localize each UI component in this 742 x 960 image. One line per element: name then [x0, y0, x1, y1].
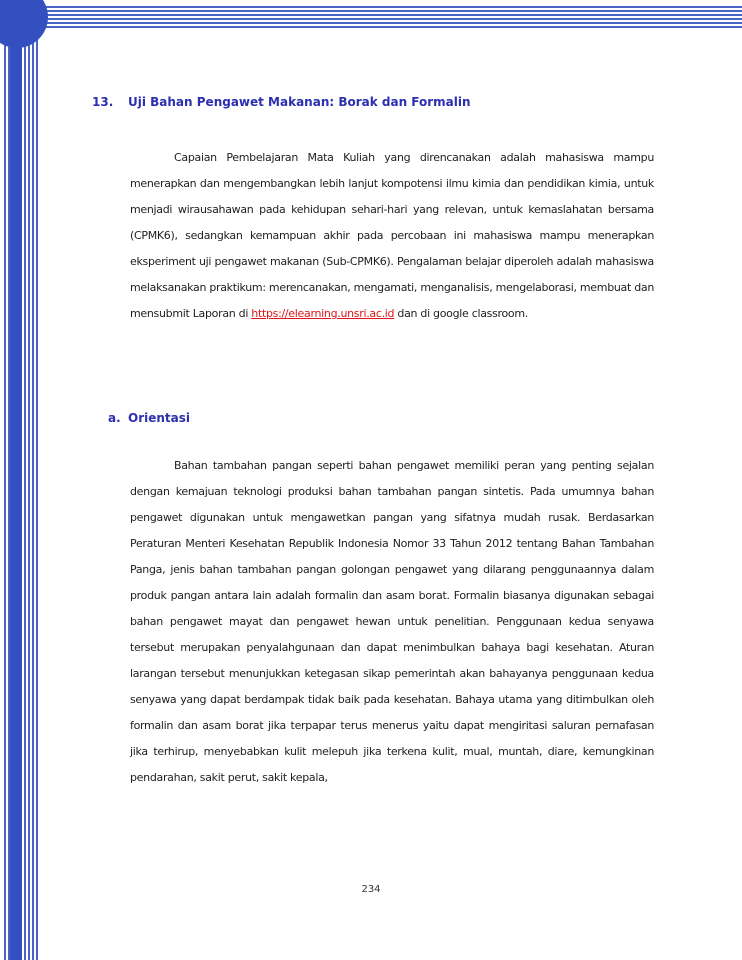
orientation-paragraph: Bahan tambahan pangan seperti bahan pengawet memiliki peran yang penting sejalan dengan kemajuan teknologi produksi bahan tambahan pangan sintetis. Pada umumnya bahan pengawet digunakan untuk mengawetkan pangan yang sifatnya mudah rusak. Berdasarkan Peraturan Menteri Kesehatan Republik Indonesia Nomor 33 Tahun 2012 tentang Bahan Tambahan Panga, jenis bahan tambahan pangan golongan pengawet yang dilarang penggunaannya dalam produk pangan antara lain adalah formalin dan asam borat. Formalin biasanya digunakan sebagai bahan pengawet mayat dan pengawet hewan untuk penelitian. Penggunaan kedua senyawa tersebut merupakan penyalahgunaan dan dapat menimbulkan bahaya bagi kesehatan. Aturan larangan tersebut menunjukkan ketegasan sikap pemerintah akan bahayanya penggunaan kedua senyawa yang dapat berdampak tidak baik pada kesehatan. Bahaya utama yang ditimbulkan oleh formalin dan asam borat jika terpapar terus menerus yaitu dapat mengiritasi saluran pernafasan jika terhirup, menyebabkan kulit melepuh jika terkena kulit, mual, muntah, diare, kemungkinan pendarahan, sakit perut, sakit kepala,: [130, 459, 654, 784]
intro-text: Capaian Pembelajaran Mata Kuliah yang direncanakan adalah mahasiswa mampu menerapkan dan mengembangkan lebih lanjut kompotensi ilmu kimia dan pendidikan kimia, untuk menjadi wirausahawan pada kehidupan sehari-hari yang relevan, untuk kemaslahatan bersama (CPMK6), sedangkan kemampuan akhir pada percobaan ini mahasiswa mampu menerapkan eksperiment uji pengawet makanan (Sub-CPMK6). Pengalaman belajar diperoleh adalah mahasiswa melaksanakan praktikum: merencanakan, mengamati, menganalisis, mengelaborasi, membuat dan mensubmit Laporan di: [130, 151, 654, 320]
section-heading: [92, 95, 471, 109]
section-title: Uji Bahan Pengawet Makanan: Borak dan Formalin: [128, 95, 471, 109]
corner-decorative-circle: [0, 0, 48, 48]
intro-text-end: dan di google classroom.: [394, 307, 528, 320]
left-decorative-bar: [10, 20, 22, 960]
elearning-link[interactable]: https://elearning.unsri.ac.id: [251, 307, 395, 320]
section-number: 13.: [92, 95, 114, 109]
subsection-title: Orientasi: [128, 411, 191, 425]
top-decorative-stripes: [22, 6, 742, 28]
intro-paragraph: [130, 145, 654, 327]
subsection-heading: [108, 411, 190, 425]
page-number: 234: [361, 884, 381, 895]
subsection-letter: a.: [108, 411, 121, 425]
